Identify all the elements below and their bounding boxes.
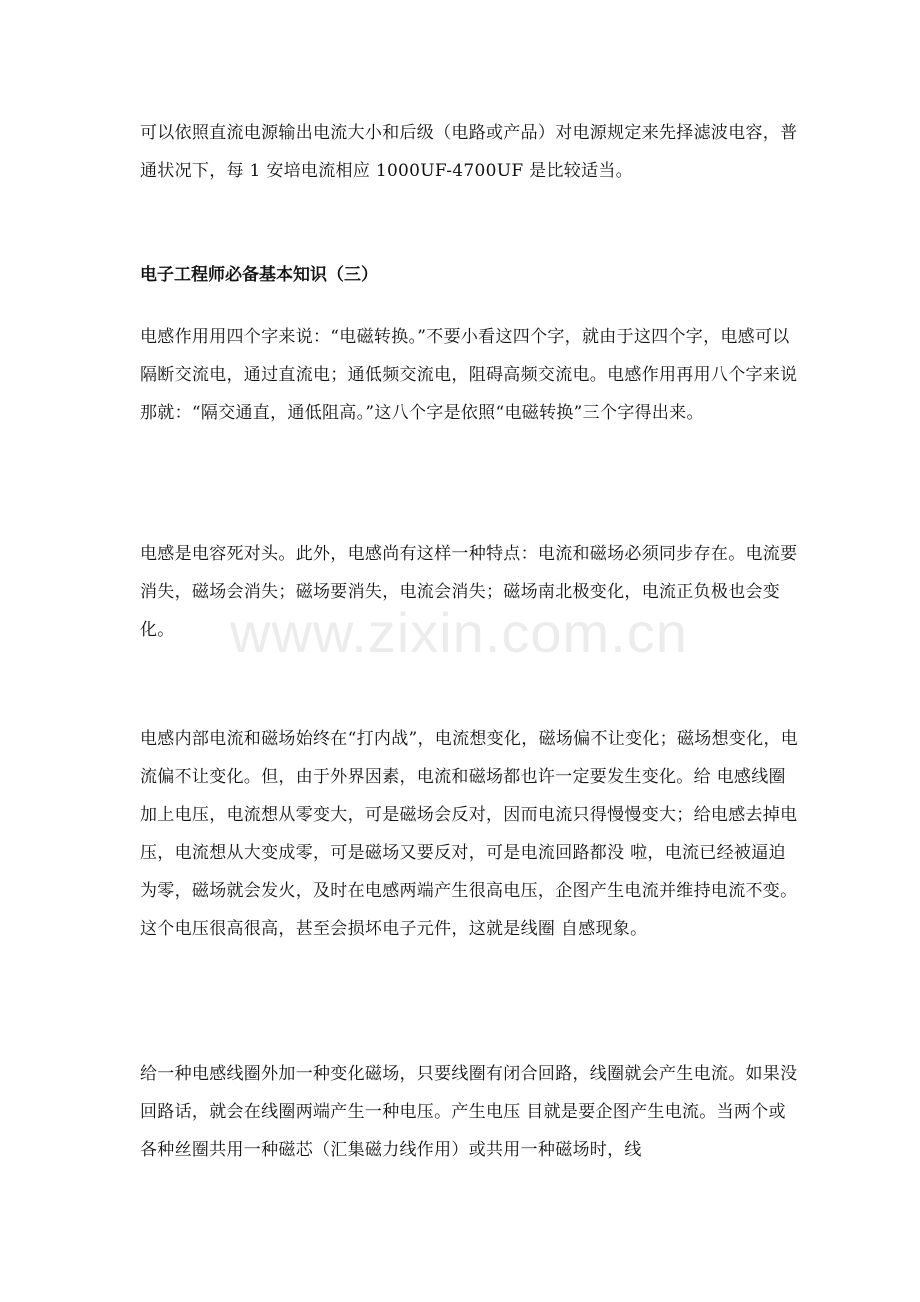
watermark: www.zixin.com.cn [230,601,688,664]
paragraph-inductor-internal: 电感内部电流和磁场始终在“打内战”，电流想变化，磁场偏不让变化；磁场想变化，电流偏不让变化。但，由于外界因素，电流和磁场都也许一定要发生变化。给 电感线圈加上电压，电流想从零变大，可是磁场会反对，因而电流只得慢慢变大；给电感去掉电压，电流想从大变成零，可是磁场又要反对，可是电流回路都没 啦，电流已经被逼迫为零，磁场就会发火，及时在电感两端产生很高电压，企图产生电流并维持电流不变。这个电压很高很高，甚至会损坏电子元件，这就是线圈 自感现象。 [140,729,799,939]
paragraph-inductor-feature: 电感是电容死对头。此外，电感尚有这样一种特点：电流和磁场必须同步存在。电流要消失，磁场会消失；磁场要消失，电流会消失；磁场南北极变化，电流正负极也会变化。 [140,544,798,640]
paragraph-inductor-coil: 给一种电感线圈外加一种变化磁场，只要线圈有闭合回路，线圈就会产生电流。如果没回路话，就会在线圈两端产生一种电压。产生电压 目就是要企图产生电流。当两个或各种丝圈共用一种磁芯（汇集磁力线作用）或共用一种磁场时，线 [140,1064,798,1160]
paragraph-filter-capacitor: 可以依照直流电源输出电流大小和后级（电路或产品）对电源规定来先择滤波电容，普通状况下，每 1 安培电流相应 1000UF-4700UF 是比较适当。 [140,123,798,181]
paragraph-inductor-function: 电感作用用四个字来说：“电磁转换。”不要小看这四个字，就由于这四个字，电感可以隔断交流电，通过直流电；通低频交流电，阻碍高频交流电。电感作用再用八个字来说那就：“隔交通直，通低阻高。”这八个字是依照“电磁转换”三个字得出来。 [140,327,798,423]
section-heading: 电子工程师必备基本知识（三） [140,265,378,285]
